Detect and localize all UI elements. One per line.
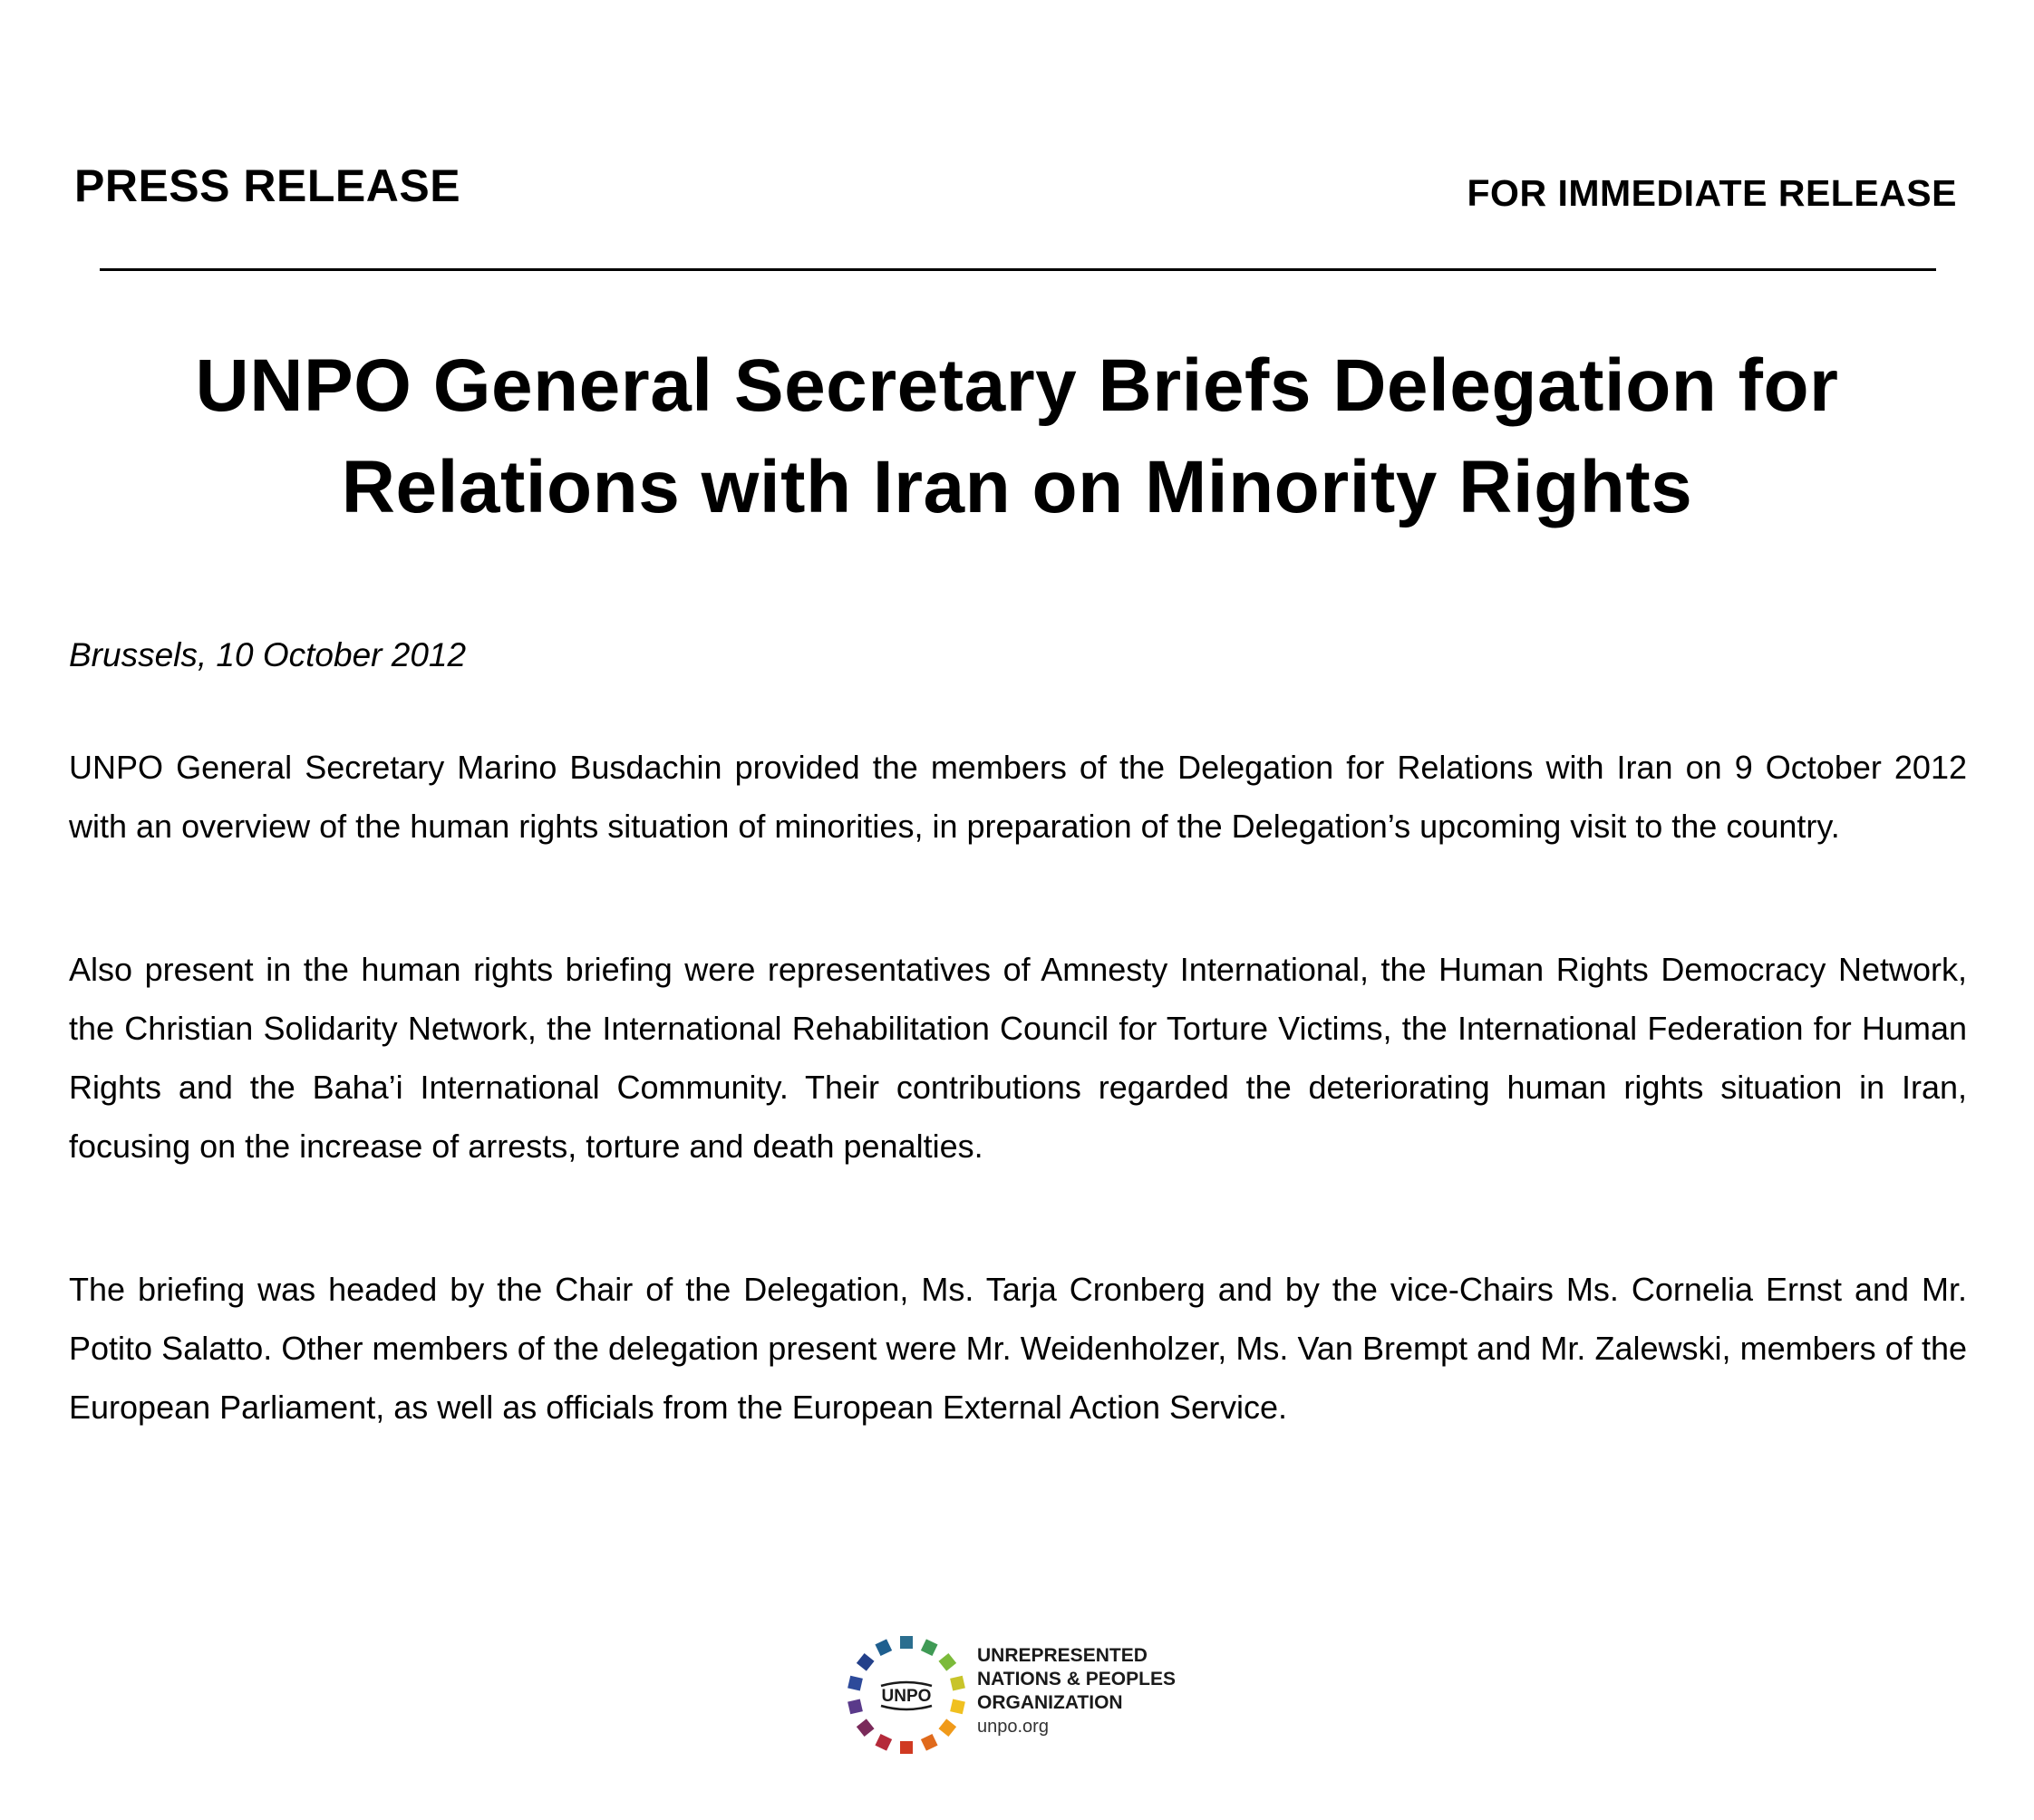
logo-wordmark bbox=[977, 1644, 1176, 1738]
body-paragraph-3: The briefing was headed by the Chair of the Delegation, Ms. Tarja Cronberg and by the vice-Chairs Ms. Cornelia Ernst and Mr. Potito Salatto. Other members of the delegation present were Mr. Weidenholzer, Ms. Van Brempt and Mr. Zalewski, members of the European Parliament, as well as officials from the European External Action Service. bbox=[69, 1271, 1967, 1426]
logo-arc-bottom bbox=[881, 1706, 932, 1709]
logo-ring-segment bbox=[875, 1639, 892, 1656]
logo-ring-segment bbox=[900, 1636, 913, 1649]
press-release-label: PRESS RELEASE bbox=[74, 160, 461, 211]
logo-ring-segment bbox=[938, 1718, 956, 1737]
logo-ring-segment bbox=[848, 1676, 863, 1691]
headline-line-2: Relations with Iran on Minority Rights bbox=[341, 446, 1693, 528]
logo-ring-segment bbox=[848, 1699, 863, 1715]
logo-line-3: ORGANIZATION bbox=[977, 1692, 1123, 1713]
body-paragraph-2: Also present in the human rights briefing were representatives of Amnesty International, the Human Rights Democracy Network, the Christian Solidarity Network, the International Rehabilitation Council for Torture Victims, the International Federation for Human Rights and the Baha’i International Community. Their contributions regarded the deteriorating human rights situation in Iran, focusing on the increase of arrests, torture and death penalties. bbox=[69, 951, 1967, 1165]
unpo-logo-ring bbox=[843, 1631, 970, 1758]
logo-arc-top bbox=[881, 1682, 932, 1686]
immediate-release-label: FOR IMMEDIATE RELEASE bbox=[1467, 172, 1957, 214]
logo-ring-segment bbox=[921, 1639, 938, 1656]
logo-line-1: UNREPRESENTED bbox=[977, 1645, 1148, 1666]
logo-ring-segment bbox=[875, 1734, 892, 1751]
header-divider bbox=[100, 268, 1936, 271]
logo-ring-segment bbox=[950, 1676, 965, 1691]
headline bbox=[91, 335, 1943, 538]
headline-line-1: UNPO General Secretary Briefs Delegation for bbox=[195, 344, 1839, 427]
logo-url: unpo.org bbox=[977, 1717, 1049, 1737]
logo-mark: UNPO bbox=[881, 1687, 932, 1706]
dateline: Brussels, 10 October 2012 bbox=[69, 636, 467, 673]
logo-ring-segment bbox=[857, 1718, 875, 1737]
logo-ring-segment bbox=[938, 1653, 956, 1671]
logo-ring-segment bbox=[900, 1741, 913, 1754]
unpo-logo bbox=[843, 1631, 1224, 1758]
logo-ring-segment bbox=[950, 1699, 965, 1715]
body-paragraph-1: UNPO General Secretary Marino Busdachin provided the members of the Delegation for Relations with Iran on 9 October 2012 with an overview of the human rights situation of minorities, in preparation of the Delegation’s upcoming visit to the country. bbox=[69, 749, 1967, 845]
logo-line-2: NATIONS & PEOPLES bbox=[977, 1669, 1176, 1689]
logo-ring-segment bbox=[857, 1653, 875, 1671]
logo-ring-segment bbox=[921, 1734, 938, 1751]
